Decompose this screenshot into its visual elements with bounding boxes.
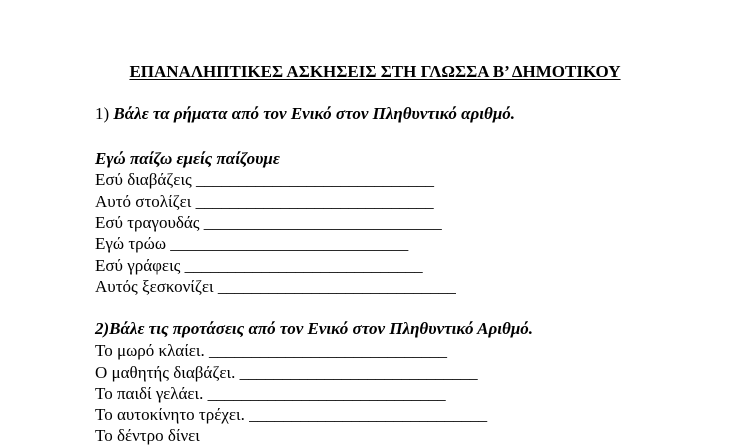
exercise-1-item: Εσύ γράφεις ____________________________ xyxy=(95,256,423,275)
worksheet-title-text: ΕΠΑΝΑΛΗΠΤΙΚΕΣ ΑΣΚΗΣΕΙΣ ΣΤΗ ΓΛΩΣΣΑ Β’ ΔΗΜΟΤΙΚΟΥ xyxy=(129,62,621,81)
exercise-1-number: 1) xyxy=(95,104,110,123)
exercise-1-item: Εσύ τραγουδάς ____________________________ xyxy=(95,213,442,232)
exercise-1-example: Εγώ παίζω εμείς παίζουμε xyxy=(95,149,280,168)
exercise-2-item: Το δέντρο δίνει xyxy=(95,426,200,445)
exercise-1-item: Εσύ διαβάζεις ____________________________ xyxy=(95,170,434,189)
exercise-2-item: Ο μαθητής διαβάζει. ____________________________ xyxy=(95,363,478,382)
exercise-2-heading xyxy=(95,319,533,339)
worksheet-title xyxy=(0,62,750,82)
exercise-1-item: Αυτός ξεσκονίζει ____________________________ xyxy=(95,277,456,296)
exercise-2-item: Το αυτοκίνητο τρέχει. ____________________________ xyxy=(95,405,488,424)
exercise-1-instruction: Βάλε τα ρήματα από τον Ενικό στον Πληθυντικό αριθμό. xyxy=(109,104,516,123)
exercise-2-item: Το παιδί γελάει. ____________________________ xyxy=(95,384,446,403)
exercise-2-item: Το μωρό κλαίει. ____________________________ xyxy=(95,341,448,360)
exercise-2-number: 2) xyxy=(95,319,110,338)
exercise-1-heading xyxy=(95,104,515,124)
exercise-2-instruction: Βάλε τις προτάσεις από τον Ενικό στον Πληθυντικό Αριθμό. xyxy=(109,319,534,338)
exercise-1-item: Εγώ τρώω ____________________________ xyxy=(95,234,409,253)
exercise-1-item: Αυτό στολίζει ____________________________ xyxy=(95,192,434,211)
